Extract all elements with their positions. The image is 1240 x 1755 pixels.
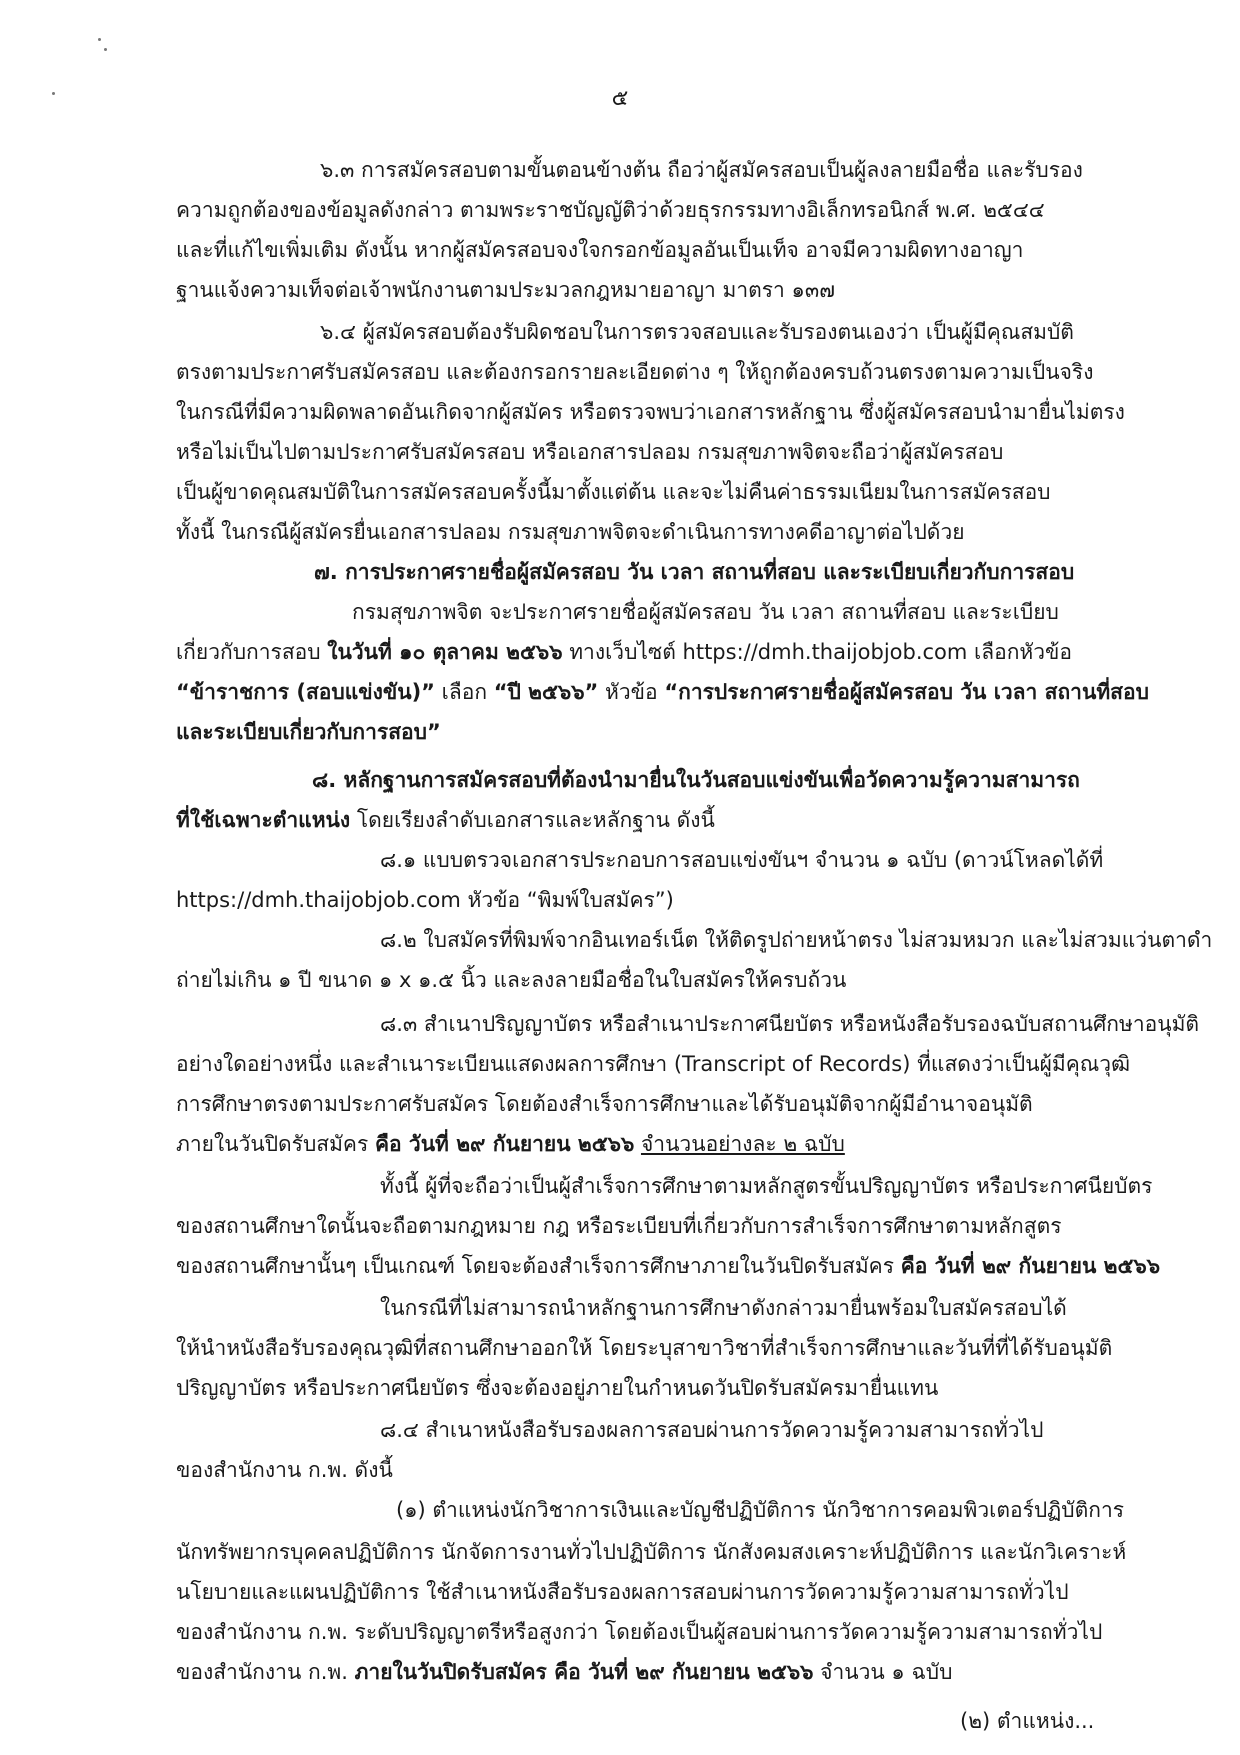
section-7-line: กรมสุขภาพจิต จะประกาศรายชื่อผู้สมัครสอบ วัน เวลา สถานที่สอบ และระเบียบ	[352, 600, 1059, 624]
section-7-text: หัวข้อ	[598, 680, 665, 704]
sub-item-1-line: นโยบายและแผนปฏิบัติการ ใช้สำเนาหนังสือรับรองผลการสอบผ่านการวัดความรู้ความสามารถทั่วไป	[176, 1580, 1069, 1604]
sub-item-1-line: ของสำนักงาน ก.พ. ระดับปริญญาตรีหรือสูงกว่า โดยต้องเป็นผู้สอบผ่านการวัดความรู้ความสามารถทั่วไป	[176, 1620, 1103, 1644]
close-date: คือ วันที่ ๒๙ กันยายน ๒๕๖๖	[374, 1132, 635, 1156]
note-line: ทั้งนี้ ผู้ที่จะถือว่าเป็นผู้สำเร็จการศึกษาตามหลักสูตรขั้นปริญญาบัตร หรือประกาศนียบัตร	[380, 1174, 1153, 1198]
item-8-3-line: อย่างใดอย่างหนึ่ง และสำเนาระเบียนแสดงผลการศึกษา (Transcript of Records) ที่แสดงว่าเป็นผู้มีคุณวุฒิ	[176, 1052, 1131, 1076]
sub-item-1-text: จำนวน ๑ ฉบับ	[813, 1660, 953, 1684]
paragraph-6-4-line: หรือไม่เป็นไปตามประกาศรับสมัครสอบ หรือเอกสารปลอม กรมสุขภาพจิตจะถือว่าผู้สมัครสอบ	[176, 440, 1004, 464]
note-line	[176, 1246, 1161, 1286]
section-7-line	[176, 632, 1116, 672]
item-8-1-line: ๘.๑ แบบตรวจเอกสารประกอบการสอบแข่งขันฯ จำนวน ๑ ฉบับ (ดาวน์โหลดได้ที่	[380, 848, 1104, 872]
section-8-heading-line	[176, 800, 1116, 840]
section-7-text: เกี่ยวกับการสอบ	[176, 640, 328, 664]
copy-count: จำนวนอย่างละ ๒ ฉบับ	[640, 1132, 845, 1156]
item-8-2-line: ๘.๒ ใบสมัครที่พิมพ์จากอินเทอร์เน็ต ให้ติดรูปถ่ายหน้าตรง ไม่สวมหมวก และไม่สวมแว่นตาดำ	[380, 928, 1213, 952]
note-line: ให้นำหนังสือรับรองคุณวุฒิที่สถานศึกษาออกให้ โดยระบุสาขาวิชาที่สำเร็จการศึกษาและวันที่ที่ได้รับอนุมัติ	[176, 1336, 1113, 1360]
paragraph-6-4-line: ทั้งนี้ ในกรณีผู้สมัครยื่นเอกสารปลอม กรมสุขภาพจิตจะดำเนินการทางคดีอาญาต่อไปด้วย	[176, 520, 965, 544]
item-8-3-line	[176, 1124, 1116, 1164]
paragraph-6-3-line: ความถูกต้องของข้อมูลดังกล่าว ตามพระราชบัญญัติว่าด้วยธุรกรรมทางอิเล็กทรอนิกส์ พ.ศ. ๒๕๔๔	[176, 198, 1045, 222]
sub-item-1-line: นักทรัพยากรบุคคลปฏิบัติการ นักจัดการงานทั่วไปปฏิบัติการ นักสังคมสงเคราะห์ปฏิบัติการ และนักวิเคราะห์	[176, 1540, 1127, 1564]
section-8-heading-bold: ที่ใช้เฉพาะตำแหน่ง	[176, 808, 351, 832]
paragraph-6-4-line: ตรงตามประกาศรับสมัครสอบ และต้องกรอกรายละเอียดต่าง ๆ ให้ถูกต้องครบถ้วนตรงตามความเป็นจริง	[176, 360, 1094, 384]
menu-subtopic: “การประกาศรายชื่อผู้สมัครสอบ วัน เวลา สถานที่สอบ	[664, 680, 1149, 704]
section-7-text: ทางเว็บไซต์ https://dmh.thaijobjob.com เลือกหัวข้อ	[562, 640, 1073, 664]
item-8-4-line: ของสำนักงาน ก.พ. ดังนี้	[176, 1458, 393, 1482]
note-line: ของสถานศึกษาใดนั้นจะถือตามกฎหมาย กฎ หรือระเบียบที่เกี่ยวกับการสำเร็จการศึกษาตามหลักสูตร	[176, 1214, 1062, 1238]
note-line: ในกรณีที่ไม่สามารถนำหลักฐานการศึกษาดังกล่าวมายื่นพร้อมใบสมัครสอบได้	[380, 1296, 1067, 1320]
item-8-4-line: ๘.๔ สำเนาหนังสือรับรองผลการสอบผ่านการวัดความรู้ความสามารถทั่วไป	[380, 1418, 1044, 1442]
scan-speck	[104, 48, 107, 51]
announce-date: ในวันที่ ๑๐ ตุลาคม ๒๕๖๖	[327, 640, 563, 664]
paragraph-6-3-line: และที่แก้ไขเพิ่มเติม ดังนั้น หากผู้สมัครสอบจงใจกรอกข้อมูลอันเป็นเท็จ อาจมีความผิดทางอาญา	[176, 238, 1024, 262]
item-8-3-text: ภายในวันปิดรับสมัคร	[176, 1132, 375, 1156]
page-number: ๕	[611, 86, 629, 111]
section-7-line: และระเบียบเกี่ยวกับการสอบ”	[176, 720, 441, 744]
paragraph-6-4-line: ๖.๔ ผู้สมัครสอบต้องรับผิดชอบในการตรวจสอบและรับรองตนเองว่า เป็นผู้มีคุณสมบัติ	[320, 320, 1074, 344]
section-8-heading-text: โดยเรียงลำดับเอกสารและหลักฐาน ดังนี้	[350, 808, 715, 832]
paragraph-6-4-line: เป็นผู้ขาดคุณสมบัติในการสมัครสอบครั้งนี้มาตั้งแต่ต้น และจะไม่คืนค่าธรรมเนียมในการสมัครสอบ	[176, 480, 1051, 504]
note-text: ของสถานศึกษานั้นๆ เป็นเกณฑ์ โดยจะต้องสำเร็จการศึกษาภายในวันปิดรับสมัคร	[176, 1254, 901, 1278]
menu-topic: “ข้าราชการ (สอบแข่งขัน)”	[176, 680, 435, 704]
sub-item-1-line: (๑) ตำแหน่งนักวิชาการเงินและบัญชีปฏิบัติการ นักวิชาการคอมพิวเตอร์ปฏิบัติการ	[396, 1498, 1125, 1522]
sub-item-1-text: ของสำนักงาน ก.พ.	[176, 1660, 355, 1684]
menu-year: “ปี ๒๕๖๖”	[493, 680, 599, 704]
section-8-heading: ๘. หลักฐานการสมัครสอบที่ต้องนำมายื่นในวันสอบแข่งขันเพื่อวัดความรู้ความสามารถ	[312, 768, 1080, 792]
close-date: ภายในวันปิดรับสมัคร คือ วันที่ ๒๙ กันยายน ๒๕๖๖	[354, 1660, 814, 1684]
section-7-line	[176, 672, 1149, 712]
paragraph-6-3-line: ๖.๓ การสมัครสอบตามขั้นตอนข้างต้น ถือว่าผู้สมัครสอบเป็นผู้ลงลายมือชื่อ และรับรอง	[320, 158, 1083, 182]
paragraph-6-4-line: ในกรณีที่มีความผิดพลาดอันเกิดจากผู้สมัคร หรือตรวจพบว่าเอกสารหลักฐาน ซึ่งผู้สมัครสอบนำมายื่นไม่ตรง	[176, 400, 1125, 424]
continuation-footer: (๒) ตำแหน่ง...	[960, 1709, 1095, 1733]
item-8-2-line: ถ่ายไม่เกิน ๑ ปี ขนาด ๑ x ๑.๕ นิ้ว และลงลายมือชื่อในใบสมัครให้ครบถ้วน	[176, 968, 847, 992]
scan-speck	[98, 38, 101, 41]
item-8-1-line: https://dmh.thaijobjob.com หัวข้อ “พิมพ์ใบสมัคร”)	[176, 888, 674, 912]
item-8-3-line: การศึกษาตรงตามประกาศรับสมัคร โดยต้องสำเร็จการศึกษาและได้รับอนุมัติจากผู้มีอำนาจอนุมัติ	[176, 1092, 1033, 1116]
section-7-heading: ๗. การประกาศรายชื่อผู้สมัครสอบ วัน เวลา สถานที่สอบ และระเบียบเกี่ยวกับการสอบ	[314, 560, 1075, 584]
section-7-text: เลือก	[434, 680, 494, 704]
item-8-3-line: ๘.๓ สำเนาปริญญาบัตร หรือสำเนาประกาศนียบัตร หรือหนังสือรับรองฉบับสถานศึกษาอนุมัติ	[380, 1012, 1200, 1036]
sub-item-1-line	[176, 1652, 1116, 1692]
paragraph-6-3-line: ฐานแจ้งความเท็จต่อเจ้าพนักงานตามประมวลกฎหมายอาญา มาตรา ๑๓๗	[176, 278, 835, 302]
close-date: คือ วันที่ ๒๙ กันยายน ๒๕๖๖	[900, 1254, 1161, 1278]
note-line: ปริญญาบัตร หรือประกาศนียบัตร ซึ่งจะต้องอยู่ภายในกำหนดวันปิดรับสมัครมายื่นแทน	[176, 1376, 939, 1400]
spacer-text	[634, 1132, 641, 1156]
